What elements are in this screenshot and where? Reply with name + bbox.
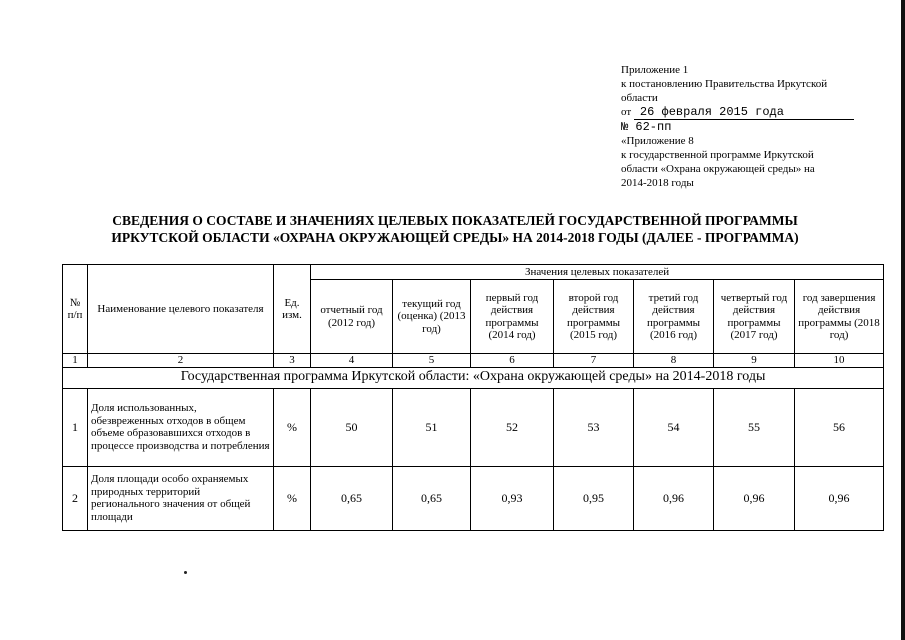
appendix-line: к постановлению Правительства Иркутской bbox=[621, 78, 828, 90]
row-unit: % bbox=[274, 466, 311, 530]
row-value: 0,65 bbox=[311, 466, 393, 530]
row-value: 0,96 bbox=[634, 466, 714, 530]
header-year: второй год действия программы (2015 год) bbox=[554, 280, 634, 354]
appendix-line: области bbox=[621, 92, 658, 104]
column-number: 10 bbox=[795, 354, 884, 368]
row-value: 0,96 bbox=[795, 466, 884, 530]
row-value: 51 bbox=[393, 388, 471, 466]
scan-speck bbox=[184, 571, 187, 574]
title-line: ИРКУТСКОЙ ОБЛАСТИ «ОХРАНА ОКРУЖАЮЩЕЙ СРЕДЫ» НА 2014-2018 ГОДЫ (ДАЛЕЕ - ПРОГРАММА) bbox=[111, 230, 799, 245]
program-title: Государственная программа Иркутской области: «Охрана окружающей среды» на 2014-2018 годы bbox=[63, 367, 884, 388]
row-num: 2 bbox=[63, 466, 88, 530]
row-value: 53 bbox=[554, 388, 634, 466]
column-number: 8 bbox=[634, 354, 714, 368]
column-number: 1 bbox=[63, 354, 88, 368]
appendix-line: 2014-2018 годы bbox=[621, 177, 694, 189]
column-number: 9 bbox=[714, 354, 795, 368]
table-row bbox=[63, 466, 884, 530]
program-row bbox=[63, 367, 884, 388]
row-value: 0,95 bbox=[554, 466, 634, 530]
row-name: Доля использованных, обезвреженных отходов в общем объеме образовавшихся отходов в процессе производства и потребления bbox=[88, 388, 274, 466]
column-number: 4 bbox=[311, 354, 393, 368]
indicators-table bbox=[62, 264, 884, 531]
column-number: 6 bbox=[471, 354, 554, 368]
row-value: 54 bbox=[634, 388, 714, 466]
decree-number: № 62-пп bbox=[621, 120, 672, 134]
header-group: Значения целевых показателей bbox=[311, 265, 884, 280]
header-unit: Ед. изм. bbox=[274, 265, 311, 354]
row-value: 0,93 bbox=[471, 466, 554, 530]
header-year: четвертый год действия программы (2017 год) bbox=[714, 280, 795, 354]
row-name: Доля площади особо охраняемых природных территорий регионального значения от общей площади bbox=[88, 466, 274, 530]
column-number: 3 bbox=[274, 354, 311, 368]
row-value: 0,96 bbox=[714, 466, 795, 530]
row-value: 50 bbox=[311, 388, 393, 466]
header-year: текущий год (оценка) (2013 год) bbox=[393, 280, 471, 354]
row-value: 52 bbox=[471, 388, 554, 466]
column-numbers-row bbox=[63, 354, 884, 368]
header-name: Наименование целевого показателя bbox=[88, 265, 274, 354]
header-num: № п/п bbox=[63, 265, 88, 354]
column-number: 5 bbox=[393, 354, 471, 368]
header-year: год завершения действия программы (2018 год) bbox=[795, 280, 884, 354]
table-row bbox=[63, 388, 884, 466]
row-num: 1 bbox=[63, 388, 88, 466]
document-title bbox=[40, 212, 870, 246]
row-unit: % bbox=[274, 388, 311, 466]
row-value: 55 bbox=[714, 388, 795, 466]
header-row bbox=[63, 265, 884, 280]
row-value: 0,65 bbox=[393, 466, 471, 530]
appendix-line: Приложение 1 bbox=[621, 64, 689, 76]
appendix-line: области «Охрана окружающей среды» на bbox=[621, 163, 815, 175]
appendix-block bbox=[621, 63, 871, 190]
row-value: 56 bbox=[795, 388, 884, 466]
appendix-line: «Приложение 8 bbox=[621, 135, 694, 147]
title-line: СВЕДЕНИЯ О СОСТАВЕ И ЗНАЧЕНИЯХ ЦЕЛЕВЫХ ПОКАЗАТЕЛЕЙ ГОСУДАРСТВЕННОЙ ПРОГРАММЫ bbox=[112, 213, 798, 228]
column-number: 7 bbox=[554, 354, 634, 368]
appendix-line: к государственной программе Иркутской bbox=[621, 149, 814, 161]
header-year: третий год действия программы (2016 год) bbox=[634, 280, 714, 354]
appendix-date bbox=[621, 105, 871, 120]
date-prefix: от bbox=[621, 106, 632, 118]
page-edge bbox=[901, 0, 905, 640]
header-year: отчетный год (2012 год) bbox=[311, 280, 393, 354]
date-value: 26 февраля 2015 года bbox=[634, 105, 854, 120]
header-year: первый год действия программы (2014 год) bbox=[471, 280, 554, 354]
column-number: 2 bbox=[88, 354, 274, 368]
